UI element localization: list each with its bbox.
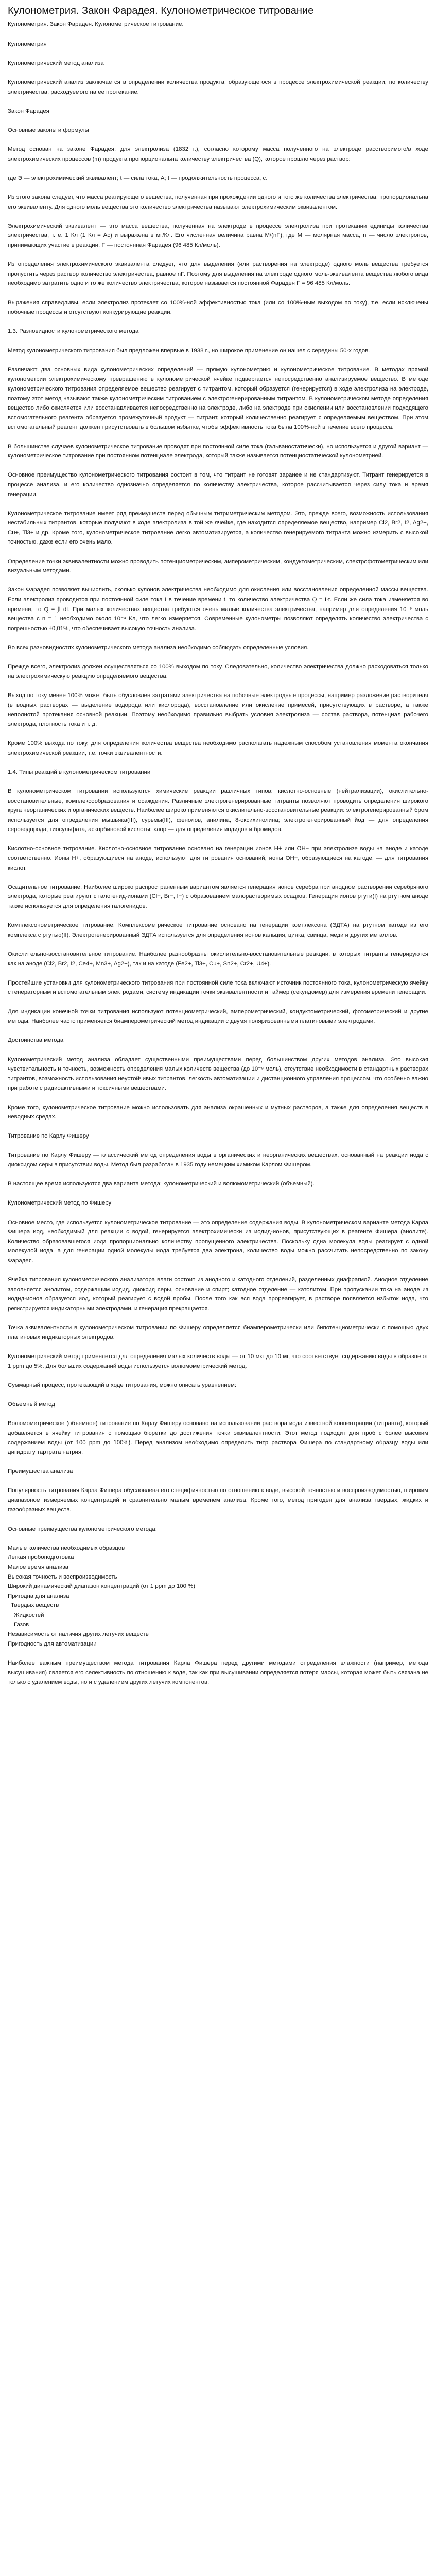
paragraph-block [8,739,428,758]
paragraph: Популярность титрования Карла Фишера обусловлена его специфичностью по отношению к воде, высокой точностью и воспроизводимостью, широким диапазоном измеряемых концентраций и сравнительно малым временем анализа. Кроме того, метод пригоден для анализа твердых, жидких и газообразных веществ. [8,1487,428,1513]
paragraph: Кулонометрический метод применяется для определения малых количеств воды — от 10 мкг до 10 мг, что соответствует содержанию воды в образце от 1 ppm до 5%. Для больших содержаний воды используется волюмометрический метод. [8,1353,428,1369]
paragraph-block [8,585,428,633]
paragraph: Наиболее важным преимуществом метода титрования Карла Фишера перед другими методами определения влажности (например, метода высушивания) является его селективность по отношению к воде, так как при высушивании определяется потеря массы, которая может быть связана не только с удалением воды, но и с удалением других летучих компонентов. [8,1659,428,1686]
paragraph: Кроме того, кулонометрическое титрование можно использовать для анализа окрашенных и мутных растворов, а также для определения веществ в неводных средах. [8,1104,428,1121]
paragraph: Основные законы и формулы [8,127,89,133]
paragraph: Определение точки эквивалентности можно проводить потенциометрическим, амперометрическим, кондуктометрическим, спектрофотометрическим или визуальным методами. [8,558,428,574]
list-item: Легкая пробоподготовка [8,1554,74,1561]
breadcrumb: Кулонометрия. Закон Фарадея. Кулонометрическое титрование. [8,21,184,27]
paragraph: Основное преимущество кулонометрического титрования состоит в том, что титрант не готовят заранее и не стандартизуют. Титрант генерируется в процессе анализа, и его количество однозначно определяется по количеству электричества, которое рассчитывается через силу тока и время генерации. [8,472,428,498]
paragraph-block [8,1007,428,1026]
paragraph-block [8,978,428,997]
paragraph: Титрование по Карлу Фишеру — классический метод определения воды в органических и неорганических веществах, основанный на реакции иода с диоксидом серы в присутствии воды. Метод был разработан в 1935 году немецким химиком Карлом Фишером. [8,1152,428,1168]
paragraph-block [8,787,428,835]
paragraph-block [8,365,428,432]
paragraph-block [8,1150,428,1170]
paragraph: Закон Фарадея позволяет вычислить, сколько кулонов электричества необходимо для окисления или восстановления определенной массы вещества. Если электролиз проводится при постоянной силе тока I в течение времени t, то количество электричества Q = I·t. Если же сила тока изменяется во времени, то Q = ∫I dt. При малых количествах вещества требуются очень малые количества электричества, например для определения 10⁻⁹ моль вещества с n = 1 необходимо около 10⁻⁴ Кл, что легко измеряется. Современные кулонометры позволяют определять количество электричества с погрешностью ±0,01%, что обеспечивает высокую точность анализа. [8,587,428,632]
paragraph-block [8,1381,428,1391]
paragraph: Для индикации конечной точки титрования используют потенциометрический, амперометрический, кондуктометрический, фотометрический и другие методы. Наиболее часто применяется биамперометрический метод индикации с двумя поляризованными платиновыми электродами. [8,1008,428,1025]
paragraph: Из определения электрохимического эквивалента следует, что для выделения (или растворения на электроде) одного моль вещества требуется пропустить через раствор количество электричества, равное nF. Поэтому для выделения на электроде одного моль-эквивалента вещества любого вида необходимо затратить одно и то же количество электричества, которое называется постоянной Фарадея F = 96 485 Кл/моль. [8,261,428,287]
list-item: Малое время анализа [8,1564,68,1570]
paragraph-block [8,662,428,681]
paragraph-block [8,174,428,183]
list-item: Малые количества необходимых образцов [8,1545,125,1551]
list-item: Пригодна для анализа [8,1592,69,1599]
paragraph: Метод основан на законе Фарадея: для электролиза (1832 г.), согласно которому масса полученного на электроде расстворимого/в ходе электрохимических процессов (m) продукта пропорциональна количеству электричества (Q), которое прошло через раствор: [8,146,428,162]
paragraph: Прежде всего, электролиз должен осуществляться со 100% выходом по току. Следовательно, количество электричества должно расходоваться только на электрохимическую реакцию определяемого вещества. [8,664,428,680]
paragraph-block [8,107,428,116]
paragraph: где Э — электрохимический эквивалент; t — сила тока, А; t — продолжительность процесса, с. [8,175,268,181]
paragraph: 1.3. Разновидности кулонометрического метода [8,328,139,335]
paragraph: Ячейка титрования кулонометрического анализатора влаги состоит из анодного и катодного отделений, разделенных диафрагмой. Анодное отделение заполняется анолитом, содержащим иодид, диоксид серы, основание и спирт; катодное отделение — католитом. При пропускании тока на аноде из иодид-ионов образуется иод, который реагирует с водой пробы. После того как вся вода прореагирует, в растворе появляется избыток иода, что регистрируется индикаторными электродами, и генерация прекращается. [8,1277,428,1312]
paragraph: Преимущества анализа [8,1468,73,1475]
paragraph: Различают два основных вида кулонометрических определений — прямую кулонометрию и кулонометрическое титрование. В методах прямой кулонометрии электрохимическому превращению в кулонометрической ячейке подвергается непосредственно анализируемое вещество. В методе кулонометрического титрования определяемое вещество реагирует с титрантом, который образуется (генерируется) в ходе электролиза на электроде, поэтому этот метод называют также кулонометрическим титрованием с электрогенерированным титрантом. В кулонометрическом методе определения вещество либо окисляется или восстанавливается непосредственно на электроде, либо на электроде при окислении или восстановлении подходящего вспомогательного реагента образуется промежуточный продукт — титрант, который количественно реагирует с определяемым веществом. При этом вспомогательный реагент должен присутствовать в большом избытке, чтобы эффективность тока была 100%-ной в течение всего процесса. [8,366,428,431]
paragraph-block [8,298,428,317]
paragraph: В большинстве случаев кулонометрическое титрование проводят при постоянной силе тока (гальваностатически), но используется и другой вариант — кулонометрическое титрование при постоянном потенциале электрода, который также называется потенциостатической кулонометрией. [8,443,428,460]
paragraph-block [8,1218,428,1266]
paragraph-block [8,1419,428,1457]
paragraph-block [8,126,428,135]
paragraph-block [8,1275,428,1313]
paragraph: Кулонометрическое титрование имеет ряд преимуществ перед обычным титриметрическим методом. Это, прежде всего, возможность использования нестабильных титрантов, которые получают в ходе электролиза в той же ячейке, где находится определяемое вещество, например Cl2, Br2, I2, Ag2+, Cu+, Ti3+ и др. Кроме того, кулонометрическое титрование легко автоматизируется, а количество генерируемого титранта можно измерить с высокой точностью, даже если его очень мало. [8,510,428,546]
paragraph-block [8,1055,428,1093]
paragraph-block [8,327,428,336]
paragraph: Окислительно-восстановительное титрование. Наиболее разнообразны окислительно-восстановительные реакции, в которых титранты генерируются как на аноде (Cl2, Br2, I2, Ce4+, Mn3+, Ag2+), так и на катоде (Fe2+, Ti3+, Cu+, Sn2+, Cr2+, U4+). [8,951,428,967]
paragraph-block [8,844,428,873]
article-body [8,40,428,1687]
paragraph: Во всех разновидностях кулонометрического метода анализа необходимо соблюдать определенные условия. [8,645,309,651]
paragraph-block [8,1486,428,1515]
paragraph-block [8,643,428,653]
paragraph: В кулонометрическом титровании используются химические реакции различных типов: кислотно-основные (нейтрализации), окислительно-восстановительные, комплексообразования и осаждения. Различные электрогенерированные титранты позволяют проводить определения широкого круга неорганических и органических веществ. Наиболее широко применяются окислительно-восстановительные реакции: электрогенерированный бром используется для определения мышьяка(III), сурьмы(III), фенолов, анилина, 8-оксихинолина; электрогенерированный йод — для определения сероводорода, тиосульфата, аскорбиновой кислоты; хлор — для определения иодидов и бромидов. [8,788,428,833]
paragraph: Точка эквивалентности в кулонометрическом титровании по Фишеру определяется биамперометрически или бипотенциометрически с помощью двух платиновых индикаторных электродов. [8,1325,428,1341]
paragraph: Кулонометрический метод по Фишеру [8,1200,112,1207]
paragraph: Объемный метод [8,1401,55,1408]
list-item: Газов [14,1621,29,1628]
paragraph-block [8,921,428,940]
paragraph-block [8,883,428,911]
paragraph-block [8,1323,428,1342]
paragraph: Из этого закона следует, что масса реагирующего вещества, полученная при прохождении одного и того же количества электричества, пропорциональна его эквиваленту. Для одного моль вещества это количество электричества называют электрохимическим эквивалентом. [8,194,428,210]
advantages-list [8,1544,428,1649]
paragraph-block [8,260,428,289]
paragraph: Кулонометрия [8,41,47,47]
paragraph: Осадительное титрование. Наиболее широко распространенным вариантом является генерация ионов серебра при анодном растворении серебряного электрода, которые реагируют с галогенид-ионами (Cl−, Br−, I−) с образованием малорастворимых осадков. Генерация ионов ртути(I) на ртутном аноде также используется для определения галогенидов. [8,884,428,910]
paragraph: Кулонометрический анализ заключается в определении количества продукта, образующегося в процессе электрохимической реакции, по количеству электричества, расходуемого на ее протекание. [8,79,428,95]
paragraph: Кислотно-основное титрование. Кислотно-основное титрование основано на генерации ионов H+ или OH− при электролизе воды на аноде и катоде соответственно. Ионы H+, образующиеся на аноде, используют для титрования оснований; ионы OH−, образующиеся на катоде, — для титрования кислот. [8,845,428,871]
paragraph-block [8,691,428,729]
paragraph-block [8,1658,428,1687]
list-item: Широкий динамический диапазон концентраций (от 1 ppm до 100 %) [8,1583,195,1590]
paragraph-block [8,1179,428,1189]
paragraph: Кулонометрический метод анализа обладает существенными преимуществами перед большинством других методов анализа. Это высокая чувствительность и точность, возможность определения малых количеств вещества (до 10⁻⁹ моль), отсутствие необходимости в стандартных растворах титрантов, возможность использования неустойчивых титрантов, легкость автоматизации и дистанционного управления процессом, что особенно важно при работе с радиоактивными и токсичными веществами. [8,1056,428,1092]
paragraph: 1.4. Типы реакций в кулонометрическом титровании [8,769,151,775]
paragraph: Выход по току менее 100% может быть обусловлен затратами электричества на побочные электродные процессы, например разложение растворителя (в водных растворах — выделение водорода или кислорода), восстановление или окисление примесей, присутствующих в растворе, а также неполнотой протекания основной реакции. Поэтому необходимо правильно выбрать условия электролиза — состав раствора, потенциал рабочего электрода, плотность тока и т. д. [8,692,428,727]
paragraph-block [8,1400,428,1410]
list-item: Высокая точность и воспроизводимость [8,1573,117,1580]
paragraph-block [8,1131,428,1141]
paragraph-block [8,1036,428,1045]
paragraph-block [8,346,428,356]
paragraph: Выражения справедливы, если электролиз протекает со 100%-ной эффективностью тока (или со 100%-ным выходом по току), т.е. если исключены побочные процессы и отсутствуют конкурирующие реакции. [8,299,428,316]
paragraph: Метод кулонометрического титрования был предложен впервые в 1938 г., но широкое применение он нашел с середины 50-х годов. [8,347,370,354]
paragraph-block [8,222,428,250]
paragraph-block [8,78,428,97]
paragraph: Основное место, где используется кулонометрическое титрование — это определение содержания воды. В кулонометрическом варианте метода Карла Фишера иод, необходимый для реакции с водой, генерируется электрохимически из иодид-ионов, присутствующих в реагенте Фишера (анолите). Количество образовавшегося иода пропорционально количеству пропущенного электричества. Поскольку одна молекула воды реагирует с одной молекулой иода, а для генерации одной молекулы иода требуется два электрона, количество воды можно рассчитать непосредственно по закону Фарадея. [8,1219,428,1264]
paragraph: Титрование по Карлу Фишеру [8,1133,89,1140]
paragraph-block [8,193,428,212]
bullet-list [8,1544,428,1649]
paragraph-block [8,509,428,547]
paragraph: Закон Фарадея [8,108,49,114]
paragraph: Волюмометрическое (объемное) титрование по Карлу Фишеру основано на использовании раствора иода известной концентрации (титранта), который добавляется в ячейку титрования с помощью бюретки до достижения точки эквивалентности. Этот метод подходит для проб с более высоким содержанием воды (от 100 ppm до 100%). Перед анализом необходимо определить титр раствора Фишера по стандартному образцу воды или дигидрату тартрата натрия. [8,1420,428,1455]
paragraph-block [8,1524,428,1534]
paragraph-block [8,950,428,969]
paragraph-block [8,40,428,49]
paragraph: Суммарный процесс, протекающий в ходе титрования, можно описать уравнением: [8,1382,237,1388]
paragraph: Основные преимущества кулонометрического метода: [8,1526,157,1532]
paragraph: В настоящее время используются два варианта метода: кулонометрический и волюмометрический (объемный). [8,1181,315,1188]
paragraph-block [8,470,428,499]
paragraph: Кроме 100% выхода по току, для определения количества вещества необходимо располагать надежным способом установления момента окончания электрохимической реакции, т.е. точки эквивалентности. [8,740,428,756]
paragraph: Комплексонометрическое титрование. Комплексометрическое титрование основано на генерации комплексона (ЭДТА) на ртутном катоде из его комплекса с ртутью(II). Электрогенерированный ЭДТА используется для определения ионов кальция, цинка, свинца, меди и других металлов. [8,922,428,938]
paragraph-block [8,768,428,777]
list-item: Жидкостей [14,1612,44,1618]
paragraph-block [8,1103,428,1122]
article-page [8,0,428,1717]
paragraph-block [8,1198,428,1208]
paragraph: Кулонометрический метод анализа [8,60,104,66]
list-item: Твердых веществ [11,1602,59,1609]
paragraph: Простейшие установки для кулонометрического титрования при постоянной силе тока включают источник постоянного тока, кулонометрическую ячейку с генераторным и вспомогательным электродами, систему индикации точки эквивалентности и таймер (секундомер) для измерения времени генерации. [8,979,428,996]
paragraph-block [8,1467,428,1477]
paragraph-block [8,145,428,164]
paragraph-block [8,557,428,576]
list-item: Пригодность для автоматизации [8,1640,97,1647]
paragraph: Электрохимический эквивалент — это масса вещества, полученная на электроде в процессе электролиза при протекании единицы количества электричества, т. е. 1 Кл (1 Кл = Ас) и выражена в мг/Кл. Его численная величина равна М/(nF), где М — молярная масса, n — число электронов, принимающих участие в реакции, F — постоянная Фарадея (96 485 Кл/моль). [8,223,428,249]
paragraph: Достоинства метода [8,1037,64,1044]
page-title: Кулонометрия. Закон Фарадея. Кулонометрическое титрование [8,5,314,16]
paragraph-block [8,59,428,69]
paragraph-block [8,1352,428,1371]
paragraph-block [8,442,428,461]
list-item: Независимость от наличия других летучих веществ [8,1631,149,1638]
